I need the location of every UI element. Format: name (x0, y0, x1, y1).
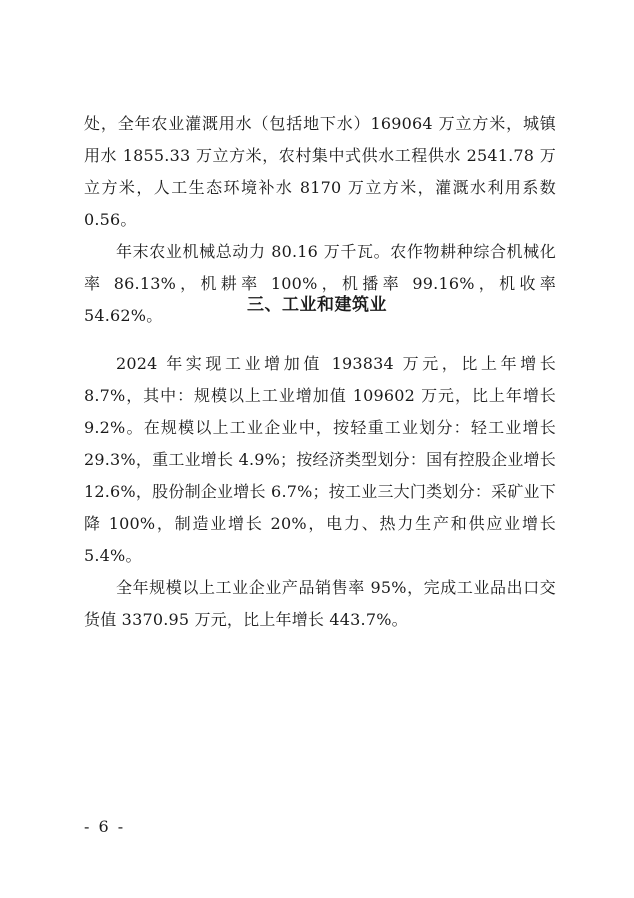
paragraph-sales-export: 全年规模以上工业企业产品销售率 95%，完成工业品出口交货值 3370.95 万元，比上年增长 443.7%。 (84, 578, 556, 629)
section-heading: 三、工业和建筑业 (247, 295, 387, 315)
paragraph-group-industry (84, 348, 556, 636)
paragraph-water-use: 处，全年农业灌溉用水（包括地下水）169064 万立方米，城镇用水 1855.33 万立方米，农村集中式供水工程供水 2541.78 万立方米，人工生态环境补水 8170 万立方米，灌溉水利用系数 0.56。 (84, 114, 556, 229)
paragraph-industrial-value-added: 2024 年实现工业增加值 193834 万元，比上年增长 8.7%，其中：规模以上工业增加值 109602 万元，比上年增长 9.2%。在规模以上工业企业中，按轻重工业划分：轻工业增长 29.3%，重工业增长 4.9%；按经济类型划分：国有控股企业增长 12.6%，股份制企业增长 6.7%；按工业三大门类划分：采矿业下降 100%，制造业增长 20%，电力、热力生产和供应业增长 5.4%。 (84, 354, 556, 565)
paragraph-agricultural-machinery: 年末农业机械总动力 80.16 万千瓦。农作物耕种综合机械化率 86.13%，机耕率 100%，机播率 99.16%，机收率 54.62%。 (84, 242, 556, 325)
page-number: - 6 - (84, 817, 126, 836)
